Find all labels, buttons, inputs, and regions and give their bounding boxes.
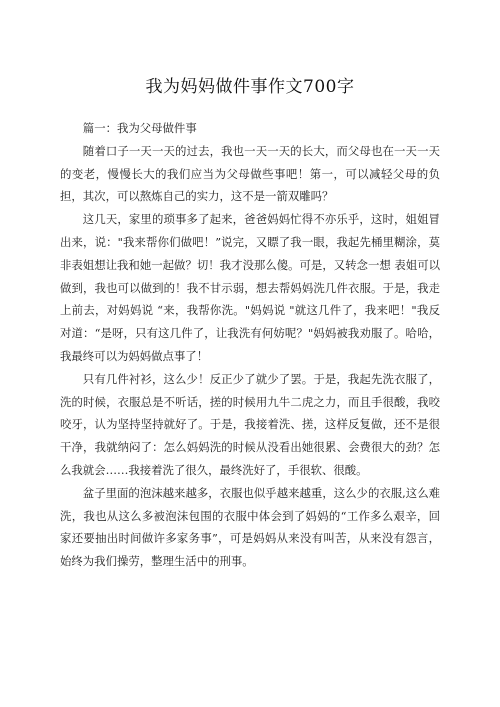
paragraph-4: 盆子里面的泡沫越来越多，衣服也似乎越来越重，这么少的衣服,这么难洗，我也从这么多被泡沫包围的衣服中体会到了妈妈的“工作多么艰辛，回家还要抽出时间做许多家务事”，可是妈妈从来没有叫苦，从来没有怨言，始终为我们操劳，整理生活中的刑事。 — [60, 485, 440, 569]
paragraph-3: 只有几件衬衫，这么少！反正少了就少了罢。于是，我起先洗衣服了，洗的时候，衣服总是不听话，搓的时候用九牛二虎之力，而且手很酸，我咬咬牙，认为坚持坚持就好了。于是，我接着洗、搓，这样反复做，还不是很干净，我就纳闷了：怎么妈妈洗的时候从没看出她很累、会费很大的劲？怎么我就会……我接着洗了很久，最终洗好了，手很软、很酸。 — [60, 371, 440, 477]
document-body — [60, 117, 440, 573]
paragraph-1: 随着口子一天一天的过去，我也一天一天的长大，而父母也在一天一天的变老，慢慢长大的我们应当为父母做些事吧！第一，可以减轻父母的负担，其次，可以熬炼自己的实力，这不是一箭双雕吗？ — [60, 143, 440, 204]
section-heading: 篇一：我为父母做件事 — [82, 121, 197, 135]
paragraph-2: 这几天，家里的琐事多了起来，爸爸妈妈忙得不亦乐乎，这时，姐姐冒出来，说："我来帮你们做吧！”说完，又瞟了我一眼，我起先桶里糊涂，莫非表姐想让我和她一起做？切！我才没那么傻。可是，又转念一想 表姐可以做到，我也可以做到的！我不甘示弱，想去帮妈妈洗几件衣服。于是，我走上前去，对妈妈说 “来，我帮你洗。"妈妈说 "就这几件了，我来吧！"我反对道：“是呀，只有这几件了，让我洗有何妨呢？"妈妈被我劝服了。哈哈，我最终可以为妈妈做点事了！ — [60, 212, 440, 363]
document-title: 我为妈妈做件事作文700字 — [145, 77, 355, 97]
